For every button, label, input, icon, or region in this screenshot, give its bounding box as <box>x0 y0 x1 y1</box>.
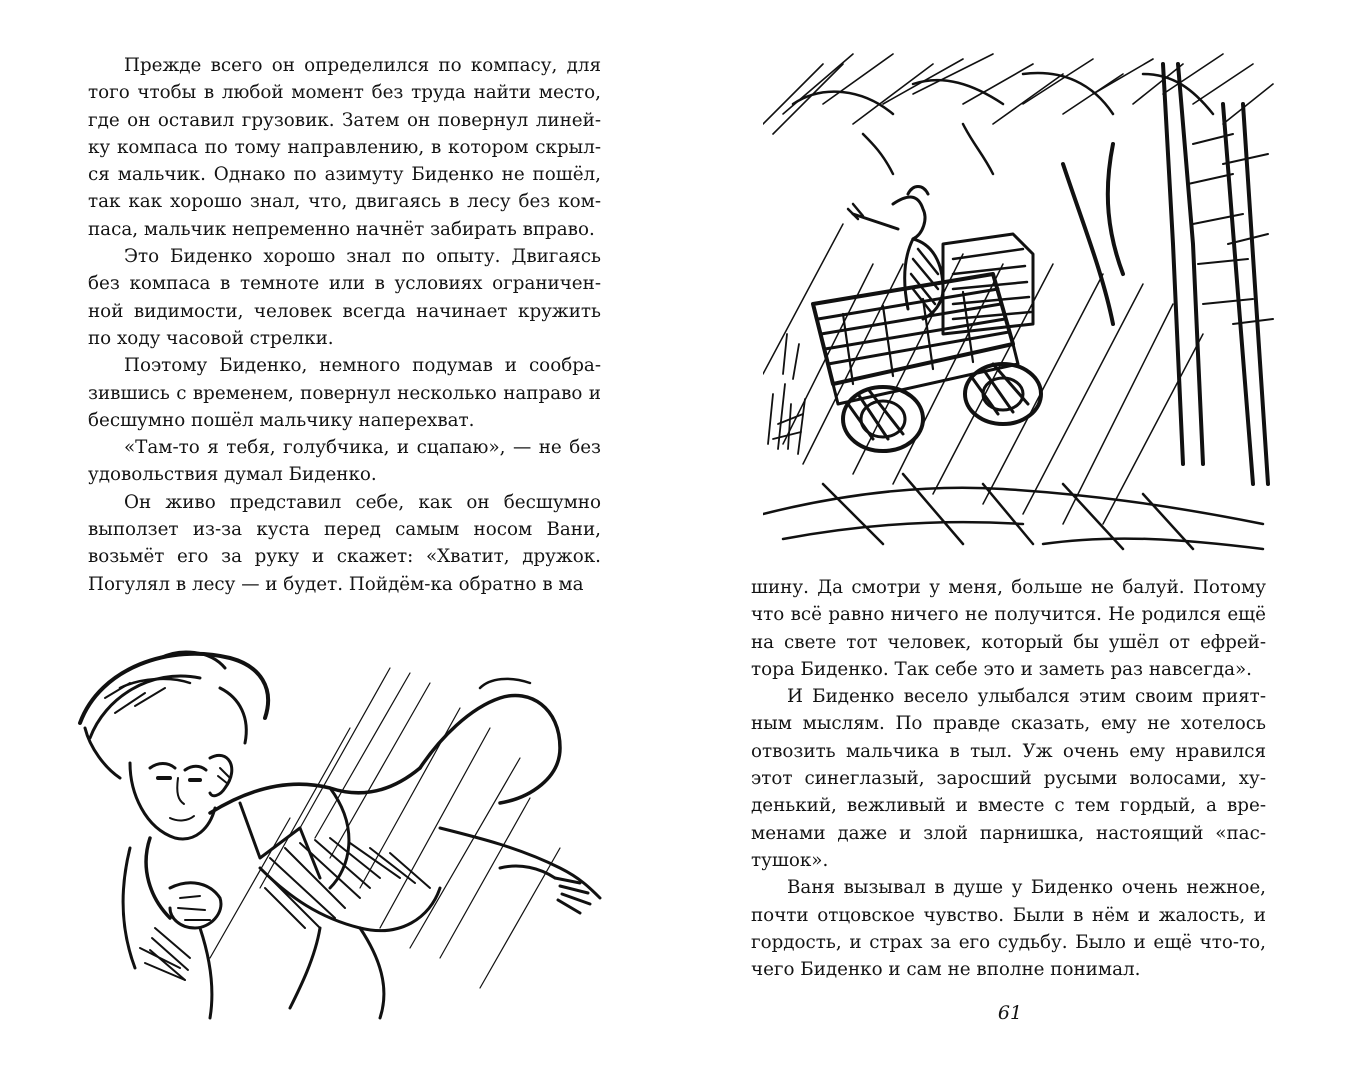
boy-crawling-illustration <box>60 628 620 1028</box>
right-text-block <box>751 574 1266 983</box>
paragraph: Это Биденко хорошо знал по опыту. Двигаясь без компаса в темноте или в условиях ограниченной видимости, человек всегда начинает кружить по ходу часовой стрелки. <box>88 246 601 349</box>
left-text-block <box>88 52 601 598</box>
paragraph: Он живо представил себе, как он бесшумно выползет из-за куста перед самым носом Вани, возьмёт его за руку и скажет: «Хватит, дружок. Погулял в лесу — и будет. Пойдём-ка обратно в ма <box>88 491 601 595</box>
continuation-paragraph: шину. Да смотри у меня, больше не балуй. Потому что всё равно ничего не получится. Не родился ещё на свете тот человек, который бы ушёл от ефрейтора Биденко. Так себе это и заметь раз навсегда». <box>751 577 1266 680</box>
paragraph: И Биденко весело улыбался этим своим приятным мыслям. По правде сказать, ему не хотелось отвозить мальчика в тыл. Уж очень ему нравился этот синеглазый, заросший русыми волосами, худенький, вежливый и вместе с тем гордый, а временами даже и злой парнишка, настоящий «пастушок». <box>751 686 1266 871</box>
paragraph: Ваня вызывал в душе у Биденко очень нежное, почти отцовское чувство. Были в нём и жалость, и гордость, и страх за его судьбу. Было и ещё что-то, чего Биденко и сам не вполне понимал. <box>751 877 1266 981</box>
paragraph: «Там-то я тебя, голубчика, и сцапаю», — не без удовольствия думал Биденко. <box>88 437 601 486</box>
paragraph: Прежде всего он определился по компасу, для того чтобы в любой момент без труда найти место, где он оставил грузовик. Затем он повернул линейку компаса по тому направлению, в котором скрылся мальчик. Однако по азимуту Биденко не пошёл, так как хорошо знал, что, двигаясь в лесу без компаса, мальчик непременно начнёт забирать вправо. <box>88 55 601 240</box>
right-page <box>675 0 1350 1080</box>
page-number: 61 <box>997 1002 1023 1024</box>
paragraph: Поэтому Биденко, немного подумав и сообразившись с временем, повернул несколько направо и бесшумно пошёл мальчику наперехват. <box>88 355 601 431</box>
truck-in-forest-illustration <box>763 44 1275 556</box>
